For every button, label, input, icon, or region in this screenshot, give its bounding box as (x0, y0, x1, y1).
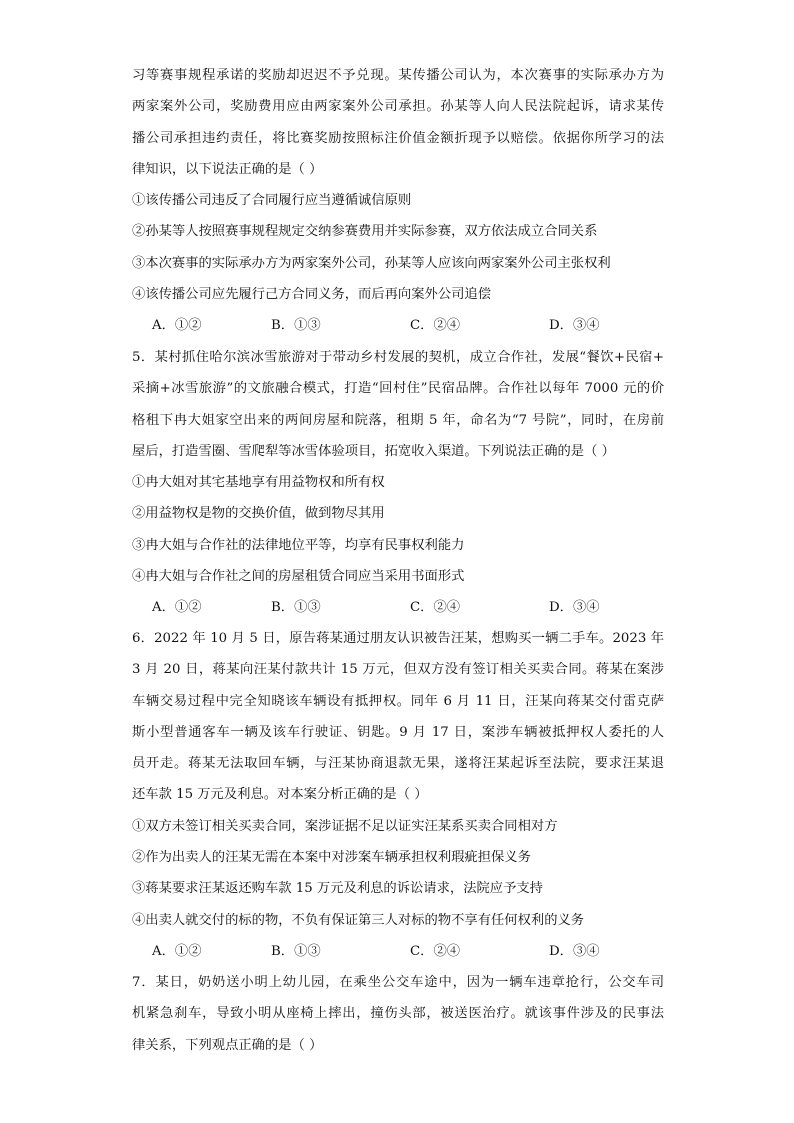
question-stem-line: 车辆交易过程中完全知晓该车辆设有抵押权。同年 6 月 11 日，汪某向蒋某交付雷克萨 (132, 693, 664, 709)
question-stem-line: 5．某村抓住哈尔滨冰雪旅游对于带动乡村发展的契机，成立合作社，发展“餐饮+民宿+ (132, 350, 664, 365)
question-stem-line: 律关系，下列观点正确的是（ ） (132, 1037, 323, 1053)
option-b[interactable]: B．①③ (271, 318, 321, 334)
option-d[interactable]: D．③④ (549, 600, 600, 616)
option-a[interactable]: A．①② (152, 318, 202, 334)
question-stem-line: 斯小型普通客车一辆及该车行驶证、钥匙。9 月 17 日，案涉车辆被抵押权人委托的人 (132, 724, 664, 740)
question-7 (132, 967, 664, 1061)
statement-3: ③本次赛事的实际承办方为两家案外公司，孙某等人应该向两家案外公司主张权利 (132, 255, 611, 271)
statement-3: ③蒋某要求汪某返还购车款 15 万元及利息的诉讼请求，法院应予支持 (132, 881, 543, 897)
question-stem-line: 律知识，以下说法正确的是（ ） (132, 161, 323, 177)
answer-options (132, 936, 664, 967)
option-c[interactable]: C．②④ (410, 943, 461, 959)
statement-4: ④该传播公司应先履行己方合同义务，而后再向案外公司追偿 (132, 287, 492, 303)
option-c[interactable]: C．②④ (410, 318, 461, 334)
option-b[interactable]: B．①③ (271, 600, 321, 616)
statement-2: ②作为出卖人的汪某无需在本案中对涉案车辆承担权利瑕疵担保义务 (132, 850, 531, 866)
question-stem-line: 还车款 15 万元及利息。对本案分析正确的是（ ） (132, 787, 428, 803)
option-a[interactable]: A．①② (152, 943, 202, 959)
statement-4: ④出卖人就交付的标的物，不负有保证第三人对标的物不享有任何权利的义务 (132, 912, 585, 928)
option-d[interactable]: D．③④ (549, 943, 600, 959)
answer-options (132, 310, 664, 341)
option-c[interactable]: C．②④ (410, 600, 461, 616)
question-stem-line: 播公司承担违约责任，将比赛奖励按照标注价值金额折现予以赔偿。依据你所学习的法 (132, 130, 664, 146)
question-5 (132, 342, 664, 624)
statement-2: ②孙某等人按照赛事规程规定交纳参赛费用并实际参赛，双方依法成立合同关系 (132, 224, 598, 240)
answer-options (132, 592, 664, 623)
question-4-continued (132, 60, 664, 342)
question-stem-line: 机紧急刹车，导致小明从座椅上摔出，撞伤头部，被送医治疗。就该事件涉及的民事法 (132, 1006, 664, 1022)
question-stem-line: 格租下冉大姐家空出来的两间房屋和院落，租期 5 年，命名为“7 号院”，同时，在房前 (132, 412, 664, 428)
option-b[interactable]: B．①③ (271, 943, 321, 959)
statement-1: ①冉大姐对其宅基地享有用益物权和所有权 (132, 475, 385, 491)
option-a[interactable]: A．①② (152, 600, 202, 616)
question-stem-line: 习等赛事规程承诺的奖励却迟迟不予兑现。某传播公司认为，本次赛事的实际承办方为 (132, 68, 664, 83)
statement-2: ②用益物权是物的交换价值，做到物尽其用 (132, 506, 385, 522)
question-stem-line: 3 月 20 日，蒋某向汪某付款共计 15 万元，但双方没有签订相关买卖合同。蒋某在案涉 (132, 662, 664, 678)
statement-1: ①双方未签订相关买卖合同，案涉证据不足以证实汪某系买卖合同相对方 (132, 818, 558, 834)
question-stem-line: 员开走。蒋某无法取回车辆，与汪某协商退款无果，遂将汪某起诉至法院，要求汪某退 (132, 756, 664, 772)
option-d[interactable]: D．③④ (549, 318, 600, 334)
question-stem-line: 屋后，打造雪圈、雪爬犁等冰雪体验项目，拓宽收入渠道。下列说法正确的是（ ） (132, 443, 615, 459)
statement-1: ①该传播公司违反了合同履行应当遵循诚信原则 (132, 193, 412, 209)
statement-4: ④冉大姐与合作社之间的房屋租赁合同应当采用书面形式 (132, 569, 465, 585)
question-6 (132, 623, 664, 967)
question-stem-line: 7．某日，奶奶送小明上幼儿园，在乘坐公交车途中，因为一辆车违章抢行，公交车司 (132, 975, 664, 990)
question-stem-line: 采摘+冰雪旅游”的文旅融合模式，打造“回村住”民宿品牌。合作社以每年 7000 元的价 (132, 381, 664, 397)
question-stem-line: 6．2022 年 10 月 5 日，原告蒋某通过朋友认识被告汪某，想购买一辆二手车。2023 年 (132, 631, 664, 646)
statement-3: ③冉大姐与合作社的法律地位平等，均享有民事权利能力 (132, 537, 465, 553)
question-stem-line: 两家案外公司，奖励费用应由两家案外公司承担。孙某等人向人民法院起诉，请求某传 (132, 99, 664, 115)
